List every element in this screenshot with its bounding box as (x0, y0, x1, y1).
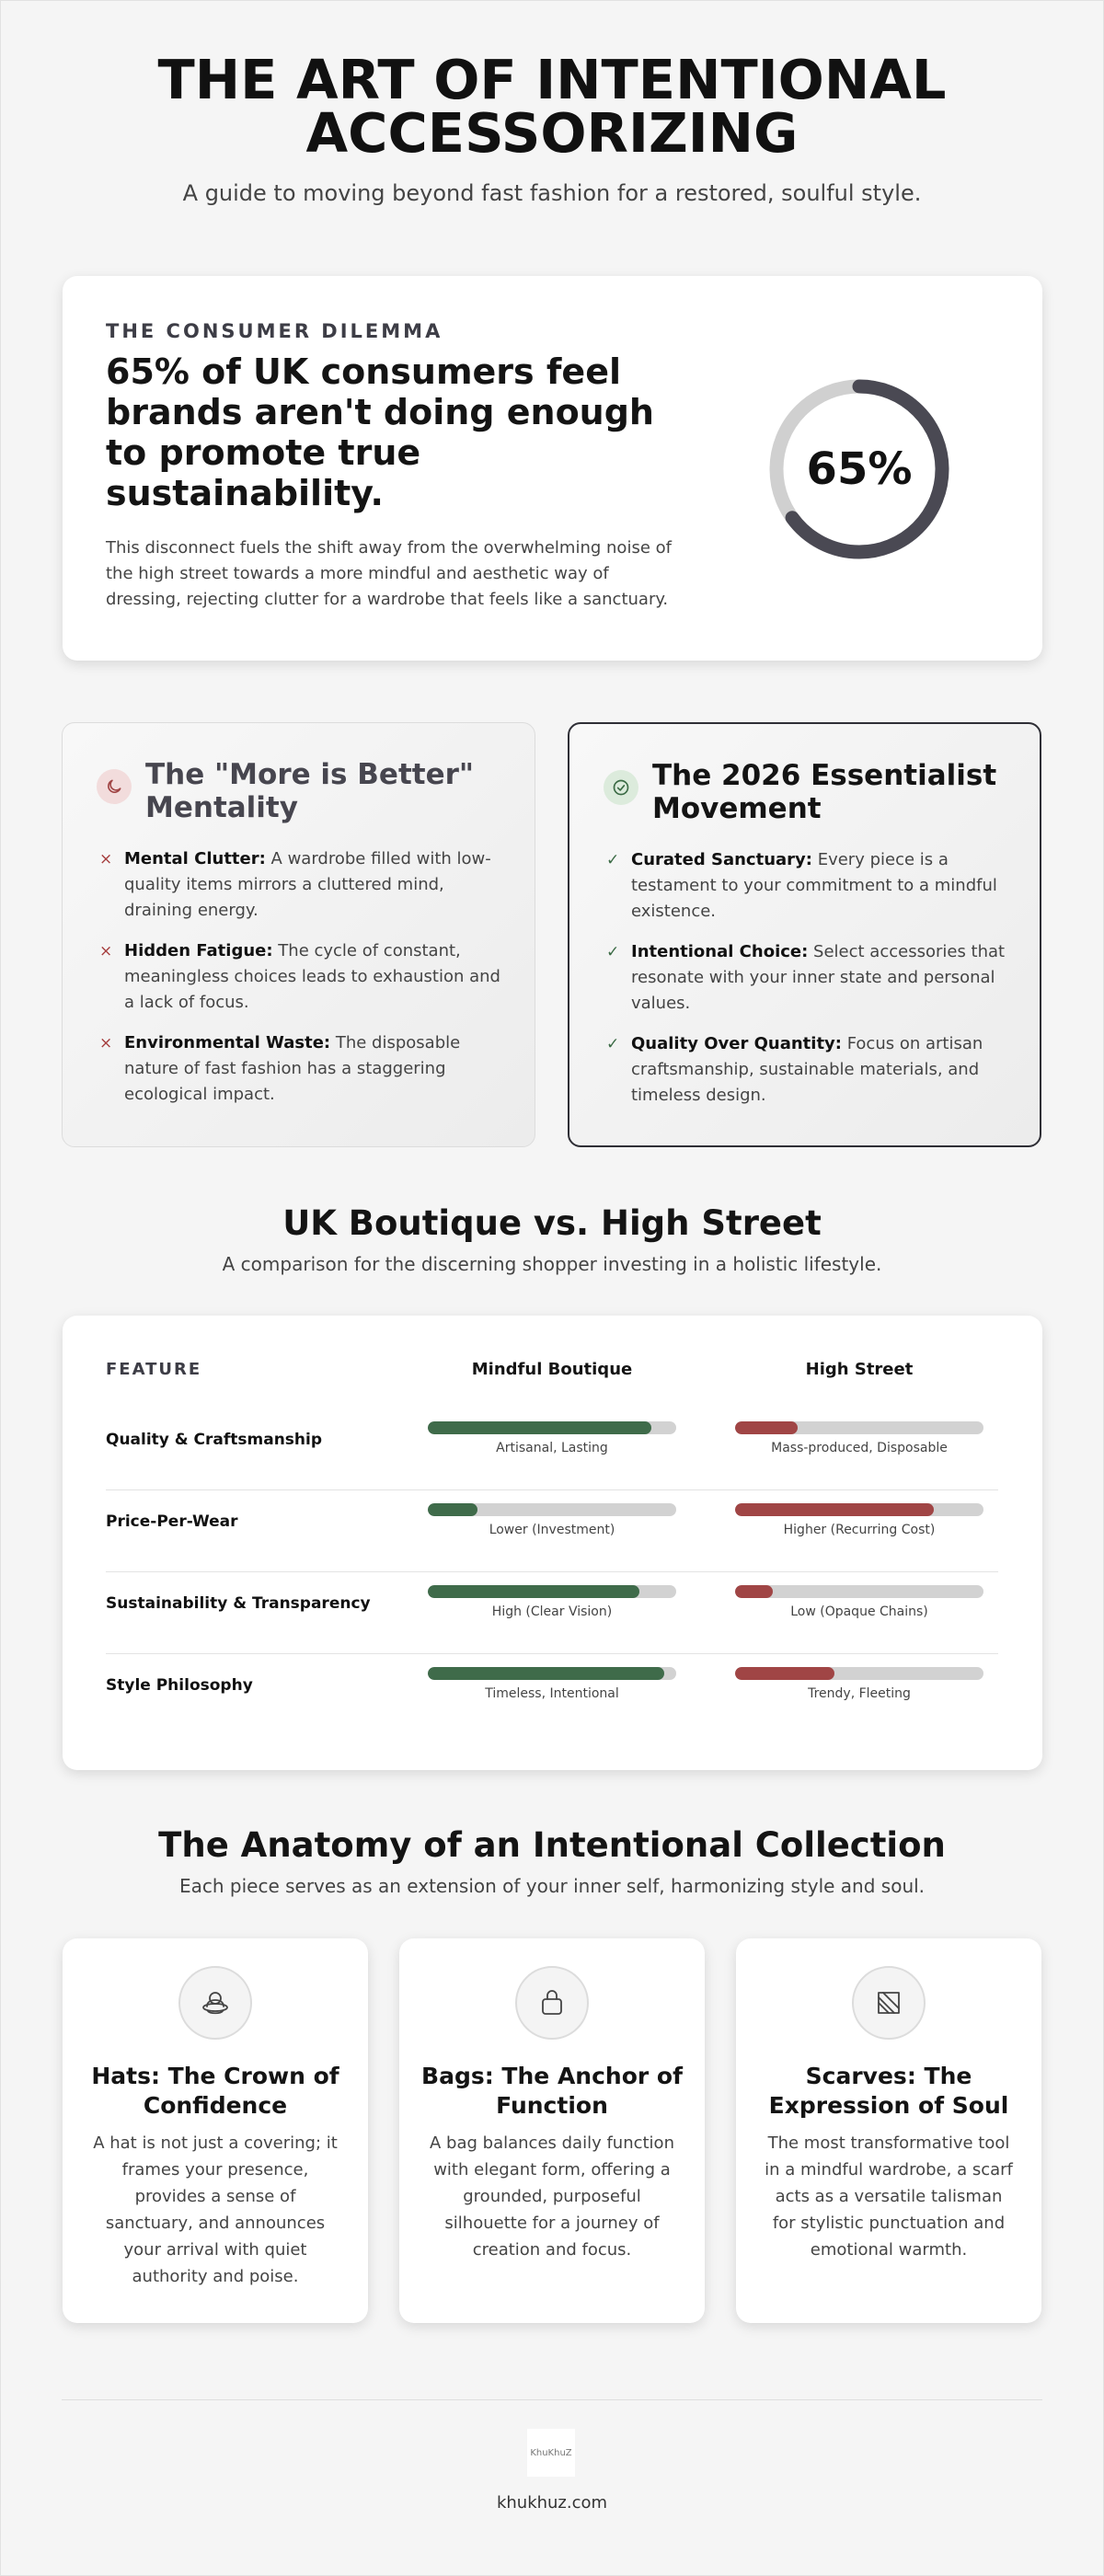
list-item (606, 847, 1011, 925)
dilemma-body: This disconnect fuels the shift away from the overwhelming noise of the high street towards a more mindful and aesthetic way of dressing, rejecting clutter for a wardrobe that feels like a sanctuary. (106, 538, 672, 609)
scarves-card (736, 1938, 1041, 2323)
stat-ring-label: 65% (806, 443, 913, 495)
high-street-bar-label: Mass-produced, Disposable (771, 1441, 948, 1455)
list-item (606, 1031, 1011, 1109)
footer-divider (62, 2399, 1042, 2400)
high-street-bar-fill (735, 1585, 773, 1598)
table-row (106, 1654, 998, 1736)
high-street-bar-label: Higher (Recurring Cost) (783, 1523, 936, 1537)
list-item-term: Quality Over Quantity: (631, 1034, 842, 1053)
list-item-term: Mental Clutter: (124, 849, 266, 868)
boutique-bar (428, 1585, 676, 1598)
check-circle-icon (604, 770, 638, 805)
table-row (106, 1572, 998, 1654)
more-is-better-list (99, 846, 504, 1122)
page-title: THE ART OF INTENTIONAL ACCESSORIZING (157, 48, 947, 165)
list-item-term: Environmental Waste: (124, 1033, 331, 1052)
essentialist-panel (568, 722, 1041, 1147)
list-item-text: A wardrobe filled with low-quality items mirrors a cluttered mind, draining energy. (124, 849, 491, 920)
high-street-bar (735, 1585, 983, 1598)
dilemma-eyebrow: THE CONSUMER DILEMMA (106, 320, 443, 342)
comparison-subtitle: A comparison for the discerning shopper investing in a holistic lifestyle. (222, 1253, 882, 1275)
boutique-bar-label: Timeless, Intentional (485, 1686, 619, 1701)
card-title: Bags: The Anchor of Function (421, 2063, 683, 2119)
anatomy-subtitle: Each piece serves as an extension of your inner self, harmonizing style and soul. (178, 1875, 926, 1897)
card-title: Hats: The Crown of Confidence (91, 2063, 339, 2119)
high-street-bar-label: Low (Opaque Chains) (790, 1604, 928, 1619)
more-is-better-panel (62, 722, 535, 1147)
comparison-table (63, 1316, 1042, 1770)
check-icon: ✓ (606, 1035, 620, 1053)
feature-name: Sustainability & Transparency (106, 1594, 371, 1613)
high-street-bar-fill (735, 1421, 798, 1434)
site-link[interactable]: khukhuz.com (496, 2493, 608, 2513)
hat-icon (178, 1966, 252, 2040)
boutique-bar-fill (428, 1585, 639, 1598)
card-body: The most transformative tool in a mindful wardrobe, a scarf acts as a versatile talisman for stylistic punctuation and emotional warmth. (765, 2133, 1013, 2260)
x-icon: × (99, 850, 113, 868)
list-item-term: Hidden Fatigue: (124, 941, 273, 960)
brand-logo[interactable]: KhuKhuZ (527, 2429, 575, 2477)
card-body: A hat is not just a covering; it frames your presence, provides a sense of sanctuary, and announces your arrival with quiet authority and poise. (93, 2133, 338, 2286)
comparison-title: UK Boutique vs. High Street (282, 1203, 822, 1243)
x-icon: × (99, 942, 113, 960)
moon-icon (97, 769, 132, 804)
boutique-bar-fill (428, 1667, 664, 1680)
list-item-text: Focus on artisan craftsmanship, sustainable materials, and timeless design. (631, 1034, 983, 1105)
high-street-bar (735, 1667, 983, 1680)
boutique-bar-label: Artisanal, Lasting (496, 1441, 608, 1455)
boutique-bar-label: High (Clear Vision) (491, 1604, 613, 1619)
list-item-term: Intentional Choice: (631, 942, 809, 961)
anatomy-title: The Anatomy of an Intentional Collection (158, 1825, 946, 1865)
list-item-text: Select accessories that resonate with your inner state and personal values. (631, 942, 1006, 1013)
feature-name: Price-Per-Wear (106, 1512, 238, 1531)
check-icon: ✓ (606, 851, 620, 869)
list-item-text: The cycle of constant, meaningless choices leads to exhaustion and a lack of focus. (124, 941, 500, 1012)
boutique-bar (428, 1667, 676, 1680)
boutique-bar (428, 1421, 676, 1434)
list-item-text: The disposable nature of fast fashion has a staggering ecological impact. (124, 1033, 461, 1104)
hats-card (63, 1938, 368, 2323)
list-item (99, 846, 504, 924)
page-subtitle: A guide to moving beyond fast fashion for a restored, soulful style. (182, 180, 922, 206)
high-street-bar-fill (735, 1667, 834, 1680)
feature-name: Quality & Craftsmanship (106, 1431, 323, 1449)
high-street-bar-label: Trendy, Fleeting (808, 1686, 911, 1701)
column-header-feature: FEATURE (106, 1360, 202, 1379)
card-title: Scarves: The Expression of Soul (768, 2063, 1009, 2119)
x-icon: × (99, 1034, 113, 1052)
bags-card (399, 1938, 705, 2323)
high-street-bar (735, 1421, 983, 1434)
check-icon: ✓ (606, 943, 620, 961)
boutique-bar-fill (428, 1421, 651, 1434)
column-header-high-street: High Street (805, 1360, 914, 1379)
table-row (106, 1490, 998, 1572)
boutique-bar-label: Lower (Investment) (489, 1523, 615, 1537)
table-row (106, 1409, 998, 1490)
essentialist-list (606, 847, 1011, 1123)
bag-icon (515, 1966, 589, 2040)
list-item-term: Curated Sanctuary: (631, 850, 812, 869)
page-header (0, 48, 1104, 206)
high-street-bar-fill (735, 1503, 934, 1516)
essentialist-title: The 2026 Essentialist Movement (652, 759, 997, 825)
dilemma-headline: 65% of UK consumers feel brands aren't doing enough to promote true sustainability. (106, 351, 654, 513)
list-item (99, 1030, 504, 1108)
boutique-bar-fill (428, 1503, 477, 1516)
scarf-icon (852, 1966, 926, 2040)
column-header-boutique: Mindful Boutique (471, 1360, 633, 1379)
boutique-bar (428, 1503, 676, 1516)
high-street-bar (735, 1503, 983, 1516)
card-body: A bag balances daily function with elegant form, offering a grounded, purposeful silhouette for a journey of creation and focus. (430, 2133, 674, 2260)
more-is-better-title: The "More is Better" Mentality (145, 758, 475, 824)
feature-name: Style Philosophy (106, 1676, 253, 1695)
list-item (606, 939, 1011, 1017)
consumer-dilemma-card (63, 276, 1042, 661)
list-item-text: Every piece is a testament to your commitment to a mindful existence. (631, 850, 997, 921)
list-item (99, 938, 504, 1016)
